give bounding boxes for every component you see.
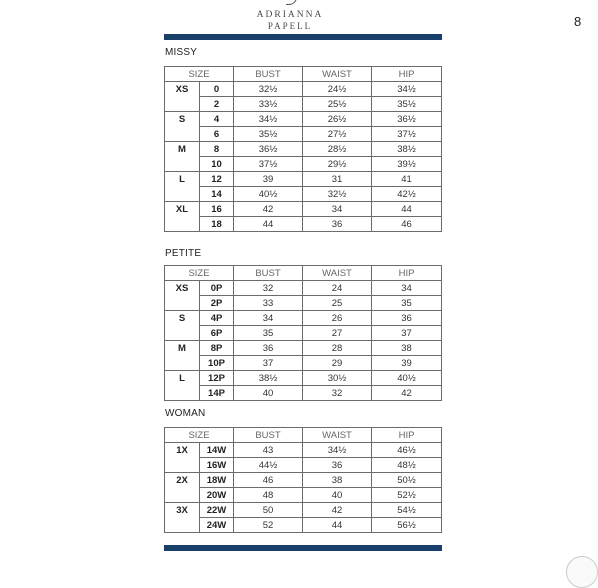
table-row xyxy=(165,473,442,488)
bust-value: 43 xyxy=(234,443,303,458)
waist-value: 40 xyxy=(303,488,372,503)
size-number: 2 xyxy=(200,97,234,112)
waist-value: 27 xyxy=(303,326,372,341)
table-header-row xyxy=(165,428,442,443)
waist-value: 25 xyxy=(303,296,372,311)
waist-value: 26½ xyxy=(303,112,372,127)
waist-value: 29 xyxy=(303,356,372,371)
size-letter: XS xyxy=(165,281,200,296)
hip-value: 35½ xyxy=(372,97,442,112)
table-header-row xyxy=(165,67,442,82)
size-number: 16W xyxy=(200,458,234,473)
corner-circle-icon xyxy=(566,556,598,588)
size-number: 8 xyxy=(200,142,234,157)
size-number: 14 xyxy=(200,187,234,202)
waist-value: 29½ xyxy=(303,157,372,172)
column-header-waist: WAIST xyxy=(303,67,372,82)
table-row xyxy=(165,488,442,503)
bust-value: 46 xyxy=(234,473,303,488)
table-header-row xyxy=(165,266,442,281)
waist-value: 24 xyxy=(303,281,372,296)
size-number: 4P xyxy=(200,311,234,326)
table-row xyxy=(165,443,442,458)
hip-value: 42½ xyxy=(372,187,442,202)
size-letter xyxy=(165,488,200,503)
table-row xyxy=(165,157,442,172)
hip-value: 56½ xyxy=(372,518,442,533)
size-number: 18W xyxy=(200,473,234,488)
bust-value: 32 xyxy=(234,281,303,296)
column-header-bust: BUST xyxy=(234,266,303,281)
table-row xyxy=(165,341,442,356)
size-letter: 3X xyxy=(165,503,200,518)
bust-value: 35½ xyxy=(234,127,303,142)
hip-value: 34½ xyxy=(372,82,442,97)
hip-value: 44 xyxy=(372,202,442,217)
table-row xyxy=(165,112,442,127)
bust-value: 36½ xyxy=(234,142,303,157)
size-letter: L xyxy=(165,371,200,386)
size-letter: M xyxy=(165,142,200,157)
waist-value: 42 xyxy=(303,503,372,518)
section-title-petite: PETITE xyxy=(165,248,202,259)
brand-mark-icon xyxy=(286,0,297,5)
size-table-petite xyxy=(164,265,442,401)
size-number: 22W xyxy=(200,503,234,518)
waist-value: 25½ xyxy=(303,97,372,112)
bust-value: 44 xyxy=(234,217,303,232)
hip-value: 46 xyxy=(372,217,442,232)
bust-value: 36 xyxy=(234,341,303,356)
table-row xyxy=(165,458,442,473)
column-header-size: SIZE xyxy=(165,67,234,82)
column-header-bust: BUST xyxy=(234,67,303,82)
size-table-woman xyxy=(164,427,442,533)
table-row xyxy=(165,371,442,386)
section-title-missy: MISSY xyxy=(165,47,198,58)
bust-value: 48 xyxy=(234,488,303,503)
table-row xyxy=(165,356,442,371)
table-row xyxy=(165,202,442,217)
size-letter: M xyxy=(165,341,200,356)
hip-value: 39 xyxy=(372,356,442,371)
size-number: 4 xyxy=(200,112,234,127)
waist-value: 34 xyxy=(303,202,372,217)
size-letter xyxy=(165,326,200,341)
table-row xyxy=(165,386,442,401)
waist-value: 38 xyxy=(303,473,372,488)
size-letter: L xyxy=(165,172,200,187)
size-number: 2P xyxy=(200,296,234,311)
bust-value: 34½ xyxy=(234,112,303,127)
size-number: 18 xyxy=(200,217,234,232)
size-number: 0P xyxy=(200,281,234,296)
waist-value: 28½ xyxy=(303,142,372,157)
waist-value: 24½ xyxy=(303,82,372,97)
edge-text: 8 xyxy=(574,14,582,29)
bust-value: 39 xyxy=(234,172,303,187)
bust-value: 42 xyxy=(234,202,303,217)
column-header-size: SIZE xyxy=(165,266,234,281)
size-letter xyxy=(165,386,200,401)
table-row xyxy=(165,172,442,187)
hip-value: 35 xyxy=(372,296,442,311)
hip-value: 36½ xyxy=(372,112,442,127)
waist-value: 28 xyxy=(303,341,372,356)
bust-value: 40 xyxy=(234,386,303,401)
table-row xyxy=(165,142,442,157)
size-letter xyxy=(165,458,200,473)
size-letter: S xyxy=(165,112,200,127)
size-number: 6P xyxy=(200,326,234,341)
column-header-size: SIZE xyxy=(165,428,234,443)
size-letter xyxy=(165,296,200,311)
bust-value: 33 xyxy=(234,296,303,311)
hip-value: 37½ xyxy=(372,127,442,142)
top-divider-bar xyxy=(164,34,442,40)
size-number: 6 xyxy=(200,127,234,142)
bust-value: 52 xyxy=(234,518,303,533)
waist-value: 30½ xyxy=(303,371,372,386)
hip-value: 39½ xyxy=(372,157,442,172)
hip-value: 38½ xyxy=(372,142,442,157)
bust-value: 38½ xyxy=(234,371,303,386)
table-row xyxy=(165,503,442,518)
hip-value: 54½ xyxy=(372,503,442,518)
size-number: 0 xyxy=(200,82,234,97)
bust-value: 33½ xyxy=(234,97,303,112)
size-number: 24W xyxy=(200,518,234,533)
hip-value: 37 xyxy=(372,326,442,341)
waist-value: 32½ xyxy=(303,187,372,202)
bust-value: 35 xyxy=(234,326,303,341)
hip-value: 48½ xyxy=(372,458,442,473)
hip-value: 40½ xyxy=(372,371,442,386)
bust-value: 34 xyxy=(234,311,303,326)
waist-value: 34½ xyxy=(303,443,372,458)
table-row xyxy=(165,127,442,142)
table-row xyxy=(165,217,442,232)
size-number: 16 xyxy=(200,202,234,217)
size-number: 8P xyxy=(200,341,234,356)
size-number: 10P xyxy=(200,356,234,371)
bust-value: 44½ xyxy=(234,458,303,473)
bottom-divider-bar xyxy=(164,545,442,551)
hip-value: 41 xyxy=(372,172,442,187)
size-letter xyxy=(165,127,200,142)
size-number: 14P xyxy=(200,386,234,401)
waist-value: 36 xyxy=(303,217,372,232)
waist-value: 36 xyxy=(303,458,372,473)
table-row xyxy=(165,82,442,97)
table-row xyxy=(165,296,442,311)
waist-value: 44 xyxy=(303,518,372,533)
size-letter: S xyxy=(165,311,200,326)
size-number: 20W xyxy=(200,488,234,503)
column-header-hip: HIP xyxy=(372,266,442,281)
bust-value: 40½ xyxy=(234,187,303,202)
hip-value: 50½ xyxy=(372,473,442,488)
bust-value: 32½ xyxy=(234,82,303,97)
size-letter xyxy=(165,97,200,112)
section-title-woman: WOMAN xyxy=(165,408,206,419)
hip-value: 42 xyxy=(372,386,442,401)
column-header-waist: WAIST xyxy=(303,266,372,281)
column-header-waist: WAIST xyxy=(303,428,372,443)
column-header-bust: BUST xyxy=(234,428,303,443)
waist-value: 32 xyxy=(303,386,372,401)
table-row xyxy=(165,311,442,326)
hip-value: 36 xyxy=(372,311,442,326)
size-table-missy xyxy=(164,66,442,232)
hip-value: 38 xyxy=(372,341,442,356)
size-letter xyxy=(165,157,200,172)
brand-name-line1: ADRIANNA xyxy=(256,10,324,20)
size-letter: 1X xyxy=(165,443,200,458)
column-header-hip: HIP xyxy=(372,67,442,82)
table-row xyxy=(165,518,442,533)
column-header-hip: HIP xyxy=(372,428,442,443)
size-letter xyxy=(165,356,200,371)
waist-value: 26 xyxy=(303,311,372,326)
bust-value: 50 xyxy=(234,503,303,518)
hip-value: 34 xyxy=(372,281,442,296)
hip-value: 52½ xyxy=(372,488,442,503)
table-row xyxy=(165,281,442,296)
table-row xyxy=(165,326,442,341)
waist-value: 27½ xyxy=(303,127,372,142)
bust-value: 37 xyxy=(234,356,303,371)
size-letter: XL xyxy=(165,202,200,217)
size-letter xyxy=(165,518,200,533)
size-number: 12 xyxy=(200,172,234,187)
size-number: 14W xyxy=(200,443,234,458)
hip-value: 46½ xyxy=(372,443,442,458)
size-letter: 2X xyxy=(165,473,200,488)
waist-value: 31 xyxy=(303,172,372,187)
table-row xyxy=(165,97,442,112)
size-letter xyxy=(165,187,200,202)
size-letter: XS xyxy=(165,82,200,97)
size-letter xyxy=(165,217,200,232)
bust-value: 37½ xyxy=(234,157,303,172)
table-row xyxy=(165,187,442,202)
size-number: 10 xyxy=(200,157,234,172)
size-number: 12P xyxy=(200,371,234,386)
brand-name-line2: PAPELL xyxy=(267,21,313,31)
